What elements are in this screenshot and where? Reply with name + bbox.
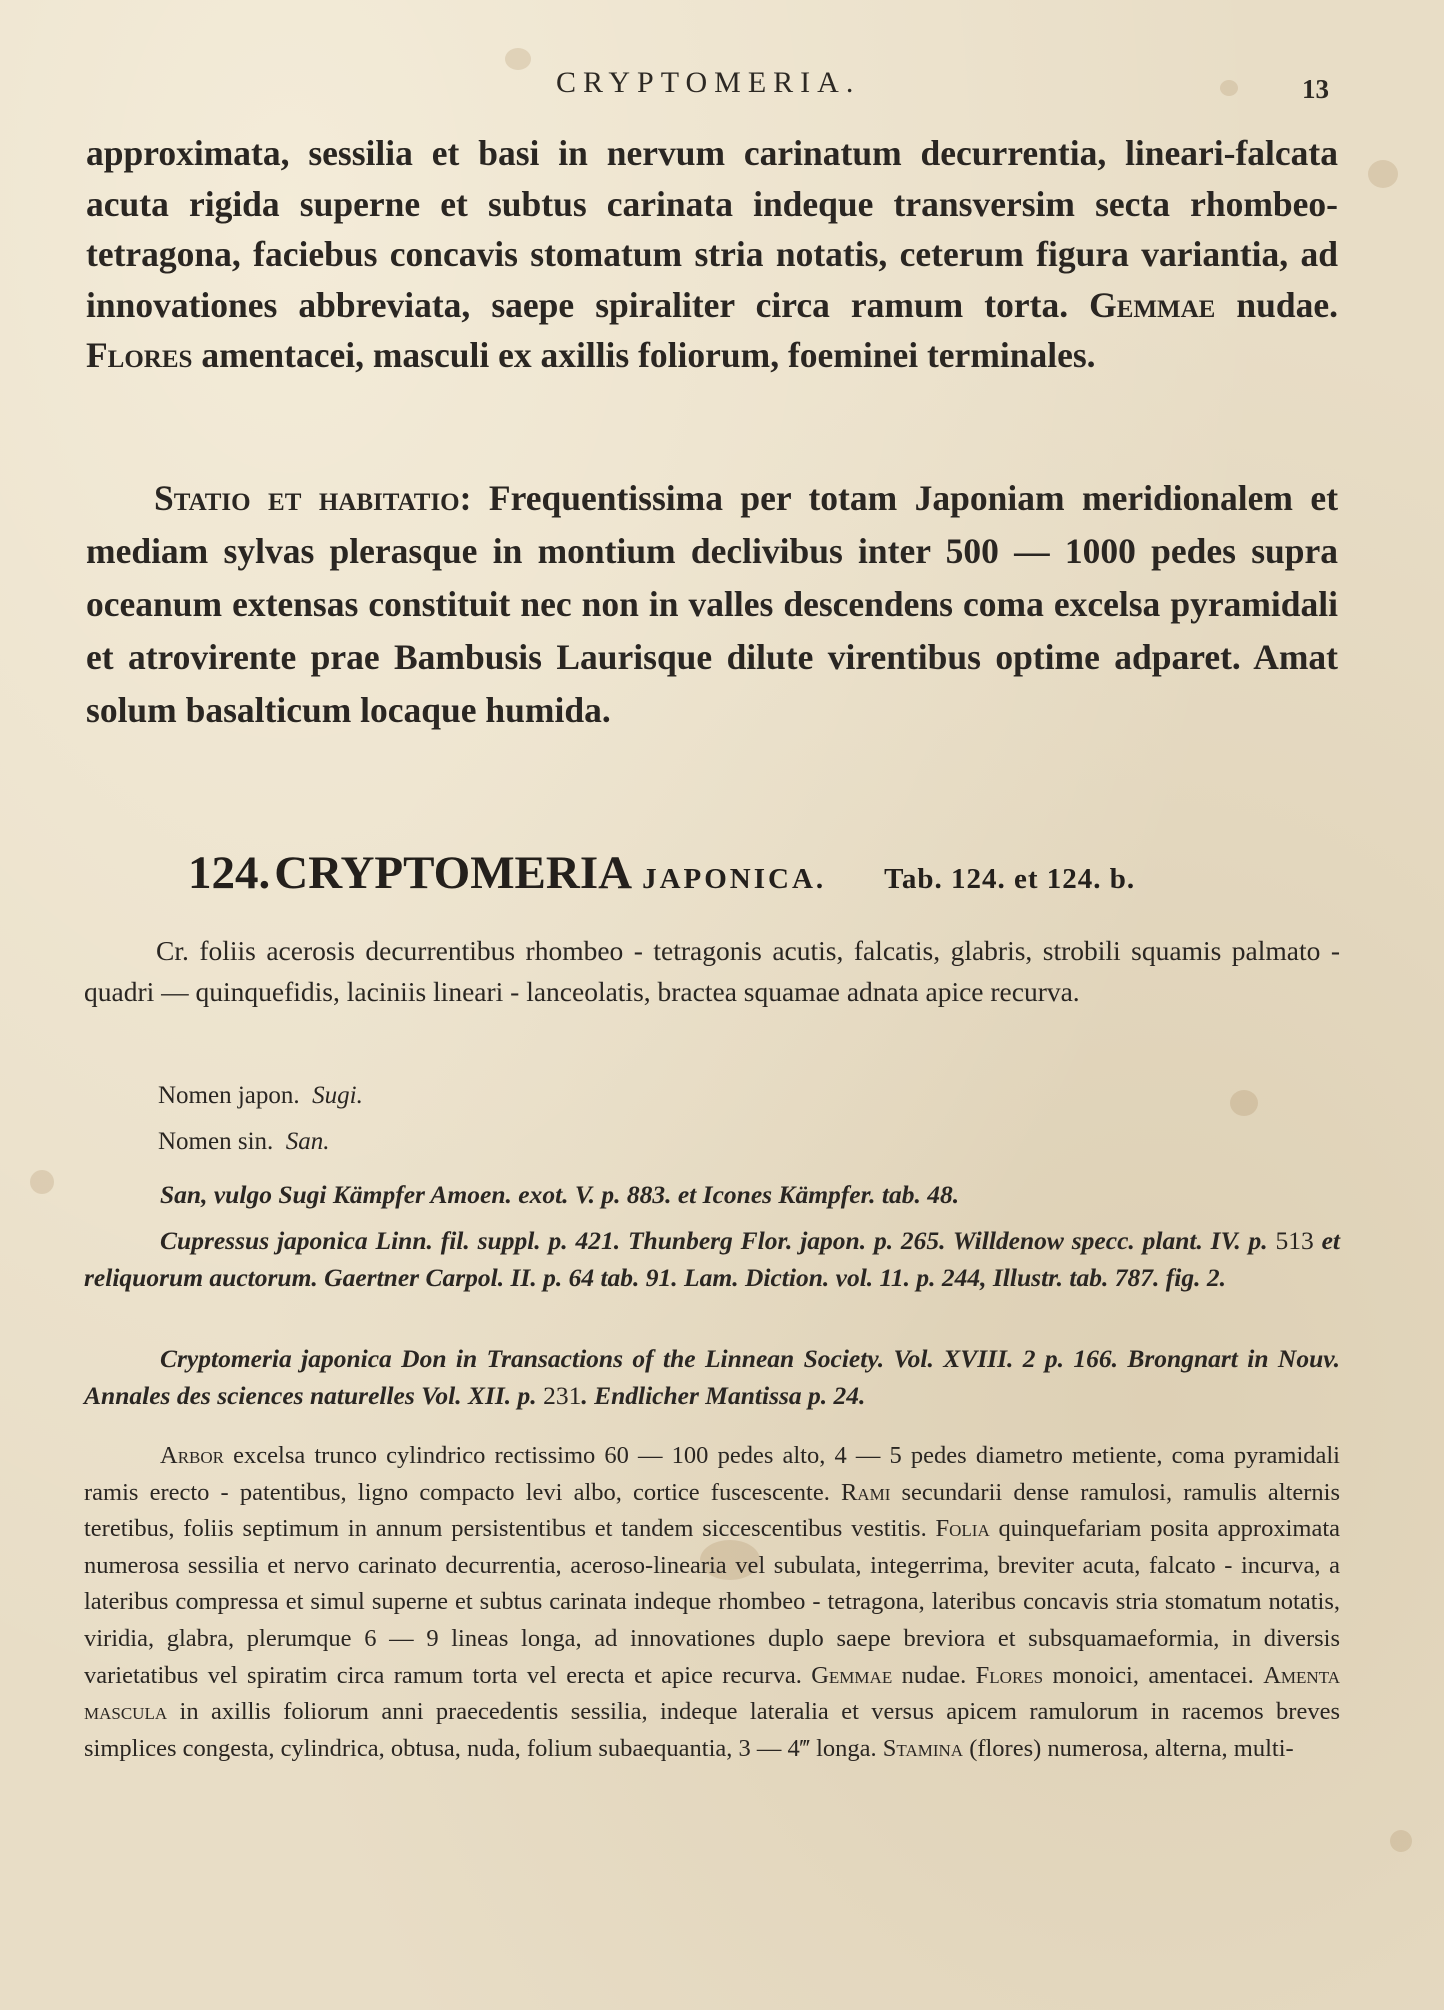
foxing-spot <box>30 1170 54 1194</box>
intro-paragraph-1: approximata, sessilia et basi in nervum carinatum decurrentia, lineari-falcata acuta rigida superne et subtus carinata indeque transversim secta rhombeo-tetragona, faciebus concavis stomatum stria notatis, ceterum figura variantia, ad innovationes abbreviata, saepe spiraliter circa ramum torta. Gemmae nudae. Flores amentacei, masculi ex axillis foliorum, foeminei terminales. <box>86 133 1338 375</box>
species-description: Arbor excelsa trunco cylindrico rectissimo 60 — 100 pedes alto, 4 — 5 pedes diametro metiente, coma pyramidali ramis erecto - patentibus, ligno compacto levi albo, cortice fuscescente. Rami secundarii dense ramulosi, ramulis alternis teretibus, foliis septimum in annum persistentibus et tandem siccescentibus vestitis. Folia quinquefariam posita approximata numerosa sessilia et nervo carinato decurrentia, aceroso-linearia vel subulata, integerrima, breviter acuta, falcato - incurva, a lateribus compressa et simul superne et subtus carinata indeque rhombeo - tetragona, lateribus concavis stria stomatum notatis, viridia, glabra, plerumque 6 — 9 lineas longa, ad innovationes duplo saepe breviora et subsquamaeformia, in diversis varietatibus vel spiratim circa ramum torta vel erecta et apice recurva. Gemmae nudae. Flores monoici, amentacei. Amenta mascula in axillis foliorum anni praecedentis sessilia, indeque lateralia et versus apicem ramulorum in racemos breves simplices congesta, cylindrica, obtusa, nuda, folium subaequantia, 3 — 4‴ longa. Stamina (flores) numerosa, alterna, multi- <box>84 1442 1341 1762</box>
foxing-spot <box>1220 80 1238 96</box>
species-epithet: JAPONICA. <box>642 863 827 895</box>
term-gemmae: Gemmae <box>1089 284 1216 325</box>
species-number: 124. <box>188 847 271 899</box>
species-heading <box>188 846 1338 900</box>
species-genus: CRYPTOMERIA <box>274 847 633 899</box>
term-flores: Flores <box>86 335 193 375</box>
foxing-spot <box>505 48 531 70</box>
vernacular-name-japanese: Nomen japon. Sugi. <box>158 1082 363 1109</box>
reference-cryptomeria: Cryptomeria japonica Don in Transactions of the Linnean Society. Vol. XVIII. 2 p. 166. Brongnart in Nouv. Annales des sciences naturelles Vol. XII. p. 231. Endlicher Mantissa p. 24. <box>84 1344 1340 1410</box>
foxing-spot <box>1368 160 1398 188</box>
statio-lead: Statio et habitatio <box>154 478 460 518</box>
foxing-spot <box>1390 1830 1412 1852</box>
intro-paragraph-statio: Statio et habitatio: Frequentissima per totam Japoniam meridionalem et mediam sylvas plerasque in montium declivibus inter 500 — 1000 pedes supra oceanum extensas constituit nec non in valles descendens coma excelsa pyramidali et atrovirente prae Bambusis Laurisque dilute virentibus optime adparet. Amat solum basalticum locaque humida. <box>86 478 1339 730</box>
page-number: 13 <box>1302 74 1329 104</box>
species-diagnosis: Cr. foliis acerosis decurrentibus rhombeo - tetragonis acutis, falcatis, glabris, strobili squamis palmato - quadri — quinquefidis, laciniis lineari - lanceolatis, bractea squamae adnata apice recurva. <box>84 935 1340 1007</box>
running-head: CRYPTOMERIA. <box>556 66 861 99</box>
reference-kaempfer: San, vulgo Sugi Kämpfer Amoen. exot. V. p. 883. et Icones Kämpfer. tab. 48. <box>160 1180 960 1209</box>
plate-reference: Tab. 124. et 124. b. <box>884 863 1136 895</box>
vernacular-name-chinese: Nomen sin. San. <box>158 1128 330 1155</box>
reference-cupressus: Cupressus japonica Linn. fil. suppl. p. 421. Thunberg Flor. japon. p. 265. Willdenow specc. plant. IV. p. 513 et reliquorum auctorum. Gaertner Carpol. II. p. 64 tab. 91. Lam. Diction. vol. 11. p. 244, Illustr. tab. 787. fig. 2. <box>84 1226 1340 1292</box>
